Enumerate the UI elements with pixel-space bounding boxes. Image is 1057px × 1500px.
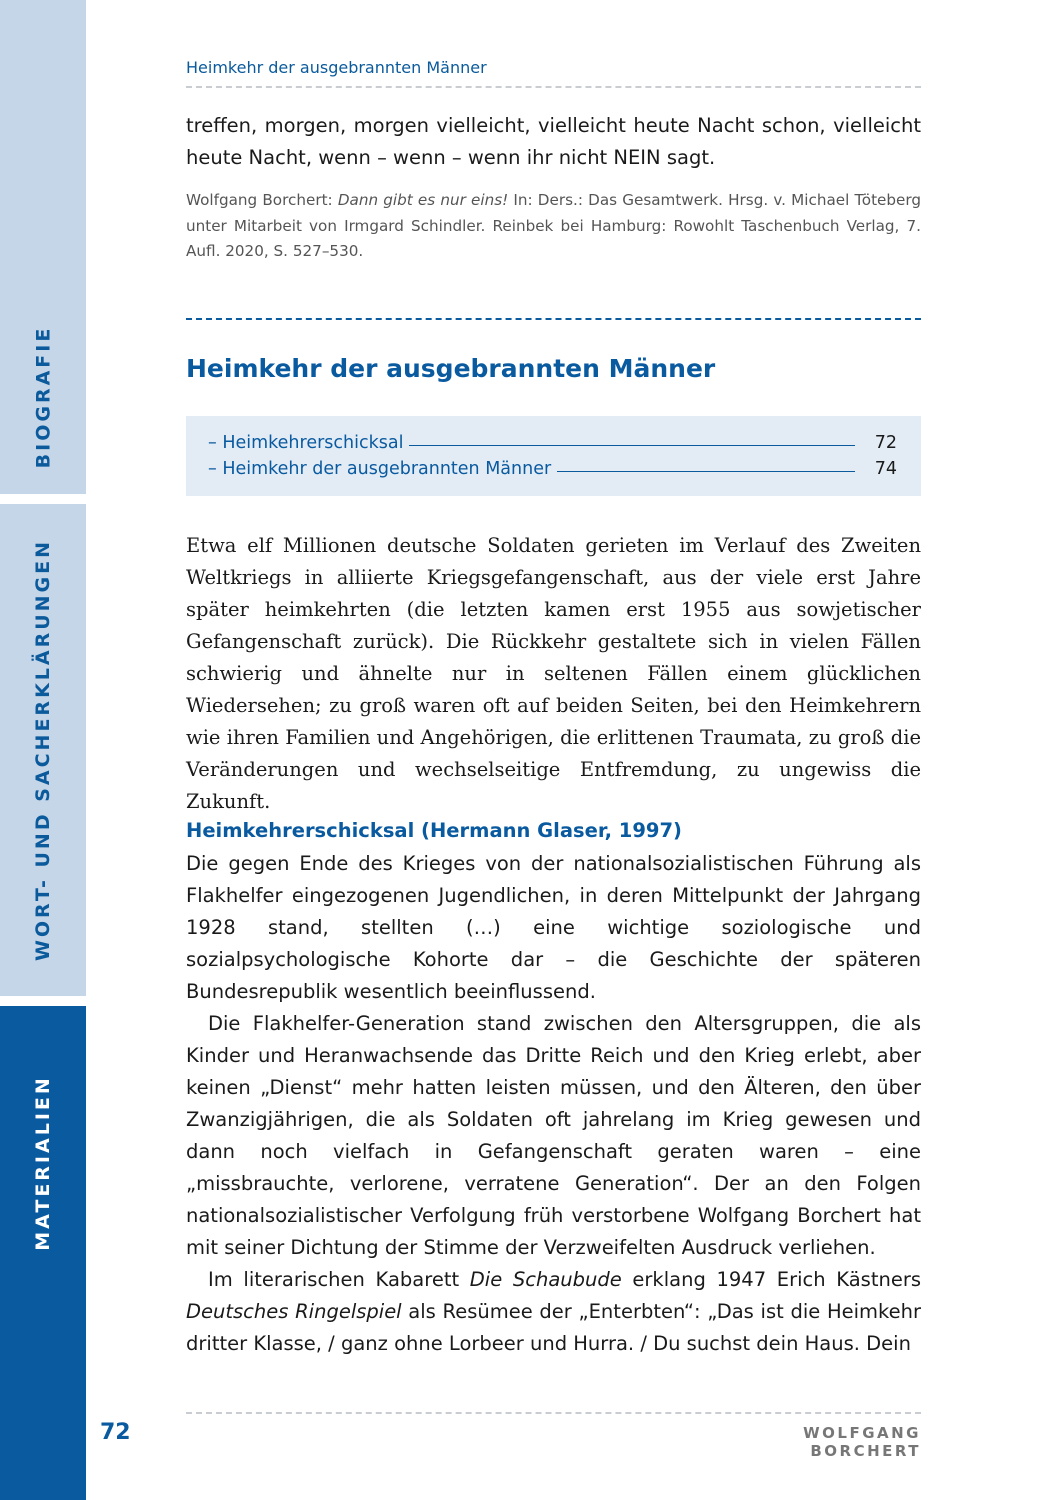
sidebar-tab-biografie[interactable] [0,0,86,494]
toc-leader [409,445,855,446]
sidebar-tab-label: MATERIALIEN [32,1075,55,1251]
paragraph: Die Flakhelfer-Generation stand zwischen den Altersgruppen, die als Kinder und Heranwachsende das Dritte Reich und den Krieg erlebt, aber keinen „Dienst“ mehr hatten leisten müssen, und den Älteren, den über Zwanzigjährigen, die als Soldaten oft jahrelang im Krieg gewesen und dann noch vielfach in Gefangenschaft geraten waren – eine „missbrauchte, verlorene, verratene Generation“. Der an den Folgen nationalsozialistischer Verfolgung früh verstorbene Wolfgang Borchert hat mit seiner Dichtung der Stimme der Verzweifelten Ausdruck verliehen. [186,1012,921,1259]
source-details: In: Ders.: Das Gesamtwerk. Hrsg. v. Michael Töteberg unter Mitarbeit von Irmgard Schindler. Reinbek bei Hamburg: Rowohlt Taschenbuch Verlag, 7. Aufl. 2020, S. 527–530. [186,191,921,260]
footer-author: WOLFGANG BORCHERT [803,1424,921,1460]
toc-item-page: 74 [874,459,897,479]
footer-divider [186,1412,921,1414]
subsection-heading: Heimkehrerschicksal (Hermann Glaser, 1997) [186,819,682,842]
subsection [186,816,921,1360]
source-citation [186,188,921,265]
work-title: Die Schaubude [469,1268,622,1291]
text-run: erklang 1947 Erich Kästners [621,1268,921,1291]
toc-item[interactable] [208,456,897,482]
sidebar-tab-label: BIOGRAFIE [32,325,55,469]
toc-item-label: – Heimkehrerschicksal [208,433,404,453]
page-number: 72 [100,1420,131,1445]
header-divider [186,86,921,88]
text-run: als Resümee der „Enterbten“: „Das ist die Heimkehr dritter Klasse, / ganz ohne Lorbeer und Hurra. / Du suchst dein Haus. Dein [186,1300,921,1355]
paragraph [186,1264,921,1360]
toc-item-label: – Heimkehr der ausgebrannten Männer [208,459,552,479]
running-header: Heimkehr der ausgebrannten Männer [186,58,487,77]
work-title: Deutsches Ringelspiel [186,1300,402,1323]
source-title: Dann gibt es nur eins! [337,191,509,209]
toc-item[interactable] [208,430,897,456]
text-run: Im literarischen Kabarett [208,1268,470,1291]
intro-continuation: treffen, morgen, morgen vielleicht, vielleicht heute Nacht schon, vielleicht heute Nacht, wenn – wenn – wenn ihr nicht NEIN sagt. [186,114,921,169]
toc-leader [557,471,855,472]
paragraph: Die gegen Ende des Krieges von der nationalsozialistischen Führung als Flakhelfer eingezogenen Jugendlichen, in deren Mittelpunkt der Jahrgang 1928 stand, stellten (…) eine wichtige soziologische und sozialpsychologische Kohorte dar – die Geschichte der späteren Bundesrepublik wesentlich beeinflussend. [186,852,921,1003]
sidebar-tab-materialien[interactable] [0,1006,86,1500]
section-divider [186,318,921,320]
sidebar-tab-label: WORT- UND SACHERKLÄRUNGEN [32,538,54,962]
source-author: Wolfgang Borchert: [186,191,338,209]
sidebar-tab-wort-und-sacherklaerungen[interactable] [0,504,86,996]
toc-item-page: 72 [874,433,897,453]
section-intro: Etwa elf Millionen deutsche Soldaten gerieten im Verlauf des Zweiten Weltkriegs in alliierte Kriegsgefangenschaft, aus der viele erst Jahre später heimkehrten (die letzten kamen erst 1955 aus sowjetischer Gefangenschaft zurück). Die Rückkehr gestaltete sich in vielen Fällen schwierig und ähnelte nur in seltenen Fällen einem glücklichen Wiedersehen; zu groß waren oft auf beiden Seiten, bei den Heimkehrern wie ihren Familien und Angehörigen, die erlittenen Traumata, zu groß die Veränderungen und wechselseitige Entfremdung, zu ungewiss die Zukunft. [186,534,921,813]
section-title: Heimkehr der ausgebrannten Männer [186,354,716,383]
toc-box [186,416,921,496]
